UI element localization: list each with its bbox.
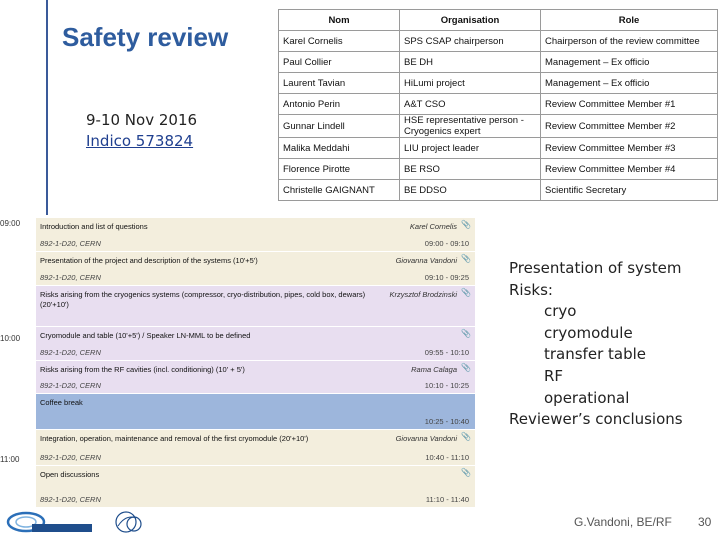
- member-name: Laurent Tavian: [279, 73, 400, 94]
- slot-room: 892-1-D20, CERN: [40, 273, 101, 282]
- member-role: Review Committee Member #2: [541, 115, 718, 138]
- committee-row: [279, 180, 718, 201]
- member-name: Karel Cornelis: [279, 31, 400, 52]
- committee-row: [279, 138, 718, 159]
- slot-title: Cryomodule and table (10'+5') / Speaker LN-MML to be defined: [40, 331, 251, 340]
- slot-title: Coffee break: [40, 398, 83, 407]
- member-organisation: BE DH: [400, 52, 541, 73]
- slot-speaker: Giovanna Vandoni: [395, 434, 457, 443]
- paperclip-icon[interactable]: 📎: [461, 363, 471, 372]
- member-organisation: BE RSO: [400, 159, 541, 180]
- slot-title: Introduction and list of questions: [40, 222, 148, 231]
- slot-time: 09:55 - 10:10: [424, 348, 469, 357]
- paperclip-icon[interactable]: 📎: [461, 254, 471, 263]
- committee-row: [279, 94, 718, 115]
- member-organisation: LIU project leader: [400, 138, 541, 159]
- slot-title: Integration, operation, maintenance and removal of the first cryomodule (20'+10'): [40, 434, 309, 443]
- member-name: Antonio Perin: [279, 94, 400, 115]
- hour-label: 11:00: [0, 455, 20, 464]
- slot-speaker: Rama Calaga: [411, 365, 457, 374]
- committee-table: [278, 9, 718, 201]
- member-name: Christelle GAIGNANT: [279, 180, 400, 201]
- member-name: Paul Collier: [279, 52, 400, 73]
- footer-author: G.Vandoni, BE/RF: [574, 515, 672, 529]
- slide-title: Safety review: [62, 22, 229, 52]
- committee-row: [279, 159, 718, 180]
- indico-link[interactable]: Indico 573824: [86, 132, 194, 150]
- member-name: Malika Meddahi: [279, 138, 400, 159]
- outline-item: Reviewer’s conclusions: [509, 410, 683, 429]
- slot-time: 10:25 - 10:40: [424, 417, 469, 426]
- member-role: Management – Ex officio: [541, 73, 718, 94]
- slot-room: 892-1-D20, CERN: [40, 381, 101, 390]
- timetable-slot[interactable]: [36, 430, 475, 466]
- paperclip-icon[interactable]: 📎: [461, 329, 471, 338]
- slot-speaker: Krzysztof Brodzinski: [389, 290, 457, 299]
- committee-row: [279, 115, 718, 138]
- page-number: 30: [698, 515, 712, 529]
- review-date: 9-10 Nov 2016: [86, 111, 198, 129]
- member-organisation: A&T CSO: [400, 94, 541, 115]
- paperclip-icon[interactable]: 📎: [461, 468, 471, 477]
- outline-item: Risks:: [509, 280, 553, 299]
- timetable-slot[interactable]: [36, 286, 475, 327]
- slot-room: 892-1-D20, CERN: [40, 239, 101, 248]
- paperclip-icon[interactable]: 📎: [461, 432, 471, 441]
- member-role: Chairperson of the review committee: [541, 31, 718, 52]
- slot-time: 09:00 - 09:10: [424, 239, 469, 248]
- slot-room: 892-1-D20, CERN: [40, 495, 101, 504]
- timetable-slot[interactable]: [36, 361, 475, 394]
- hilumi-logo: [6, 506, 98, 534]
- slot-title: Open discussions: [40, 470, 100, 479]
- talk-outline: [509, 258, 683, 431]
- header-organisation: Organisation: [400, 10, 541, 31]
- member-role: Scientific Secretary: [541, 180, 718, 201]
- outline-item: cryomodule: [544, 323, 633, 342]
- outline-item: cryo: [544, 302, 577, 321]
- outline-item: RF: [544, 366, 564, 385]
- slot-title: Presentation of the project and description of the systems (10'+5'): [40, 256, 258, 265]
- timetable-slot[interactable]: [36, 327, 475, 361]
- timetable-slot[interactable]: [36, 218, 475, 252]
- member-role: Review Committee Member #1: [541, 94, 718, 115]
- slot-room: 892-1-D20, CERN: [40, 453, 101, 462]
- member-organisation: HiLumi project: [400, 73, 541, 94]
- paperclip-icon[interactable]: 📎: [461, 220, 471, 229]
- slot-time: 10:40 - 11:10: [425, 453, 469, 462]
- header-role: Role: [541, 10, 718, 31]
- member-role: Review Committee Member #3: [541, 138, 718, 159]
- header-nom: Nom: [279, 10, 400, 31]
- paperclip-icon[interactable]: 📎: [461, 288, 471, 297]
- timetable-slot[interactable]: [36, 394, 475, 430]
- timetable-slot[interactable]: [36, 252, 475, 286]
- slot-room: 892-1-D20, CERN: [40, 348, 101, 357]
- cern-logo: [112, 508, 146, 536]
- outline-item: Presentation of system: [509, 259, 682, 277]
- slot-speaker: Giovanna Vandoni: [395, 256, 457, 265]
- member-organisation: SPS CSAP chairperson: [400, 31, 541, 52]
- member-name: Gunnar Lindell: [279, 115, 400, 138]
- committee-row: [279, 31, 718, 52]
- slot-time: 11:10 - 11:40: [425, 495, 469, 504]
- member-organisation: BE DDSO: [400, 180, 541, 201]
- slot-time: 09:10 - 09:25: [424, 273, 469, 282]
- slot-title: Risks arising from the cryogenics systems (compressor, cryo-distribution, pipes, cold box, dewars) (20'+10'): [40, 290, 366, 309]
- member-role: Management – Ex officio: [541, 52, 718, 73]
- slot-time: 10:10 - 10:25: [424, 381, 469, 390]
- member-name: Florence Pirotte: [279, 159, 400, 180]
- slot-speaker: Karel Cornelis: [409, 222, 457, 231]
- member-organisation: HSE representative person - Cryogenics expert: [400, 115, 541, 138]
- hour-label: 10:00: [0, 334, 21, 343]
- outline-item: transfer table: [544, 345, 646, 364]
- committee-row: [279, 52, 718, 73]
- side-divider: [46, 0, 48, 215]
- member-role: Review Committee Member #4: [541, 159, 718, 180]
- slot-title: Risks arising from the RF cavities (incl. conditioning) (10' + 5'): [40, 365, 245, 374]
- hour-label: 09:00: [0, 219, 21, 228]
- committee-row: [279, 73, 718, 94]
- agenda-timetable: [36, 218, 475, 508]
- outline-item: operational: [544, 388, 630, 407]
- committee-header-row: [279, 10, 718, 31]
- timetable-slot[interactable]: [36, 466, 475, 508]
